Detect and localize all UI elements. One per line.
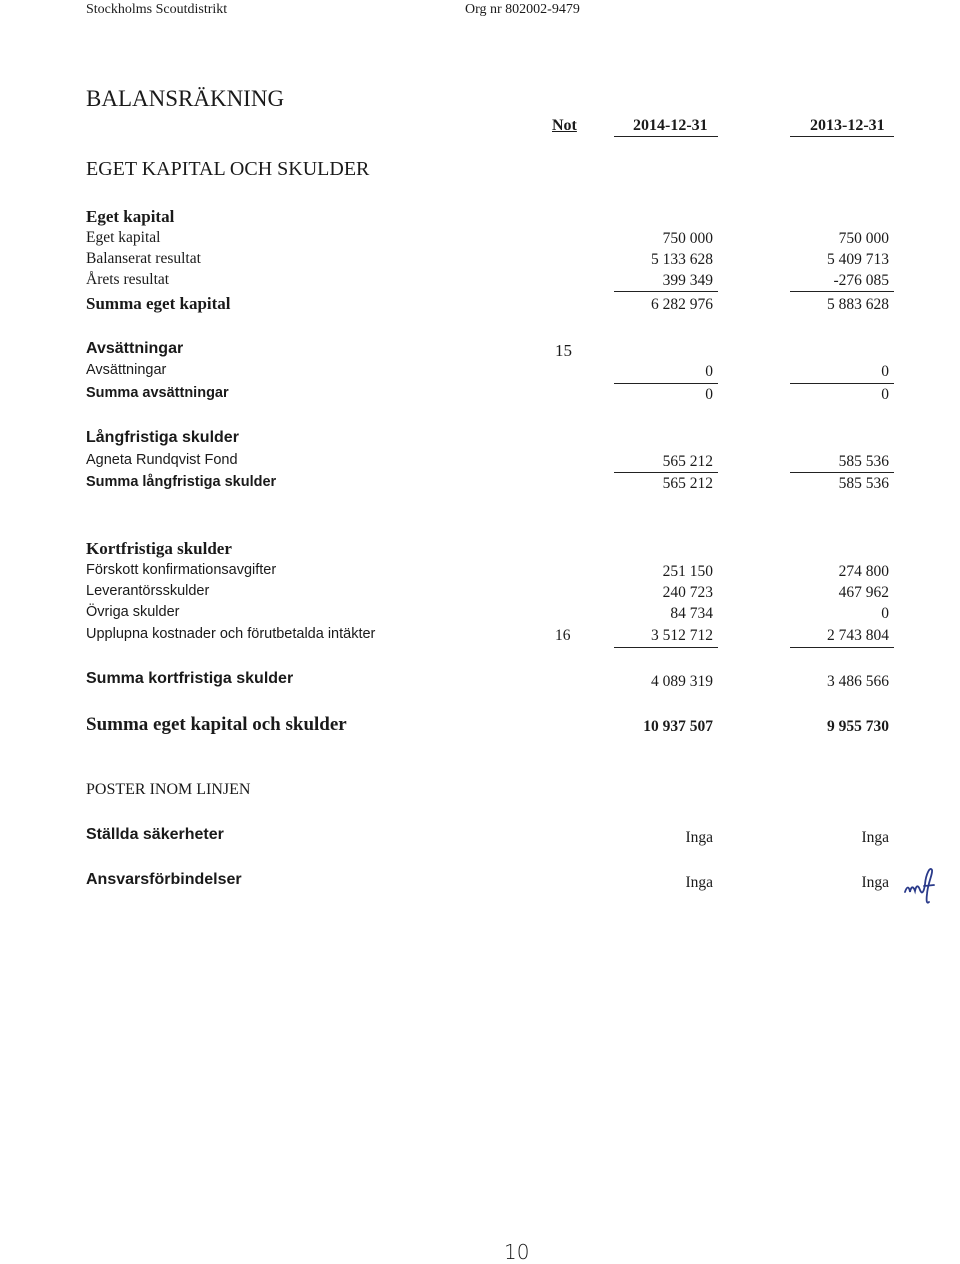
accrued-expenses-value-2014: 3 512 712 [651,627,713,644]
column-head-2013-underline [790,136,894,137]
column-head-2013: 2013-12-31 [810,117,885,134]
contingent-liabilities-value-2014: Inga [685,874,713,891]
equity-sum-rule-2013 [790,291,894,292]
accounts-payable-value-2014: 240 723 [662,584,713,601]
shortterm-sum-rule-2013 [790,647,894,648]
accounts-payable-value-2013: 467 962 [838,584,889,601]
provisions-row-label: Avsättningar [86,362,167,378]
accrued-expenses-value-2013: 2 743 804 [827,627,889,644]
provisions-row-value-2013: 0 [881,363,889,380]
off-balance-heading: POSTER INOM LINJEN [86,781,251,798]
org-number: Org nr 802002-9479 [465,2,580,17]
provisions-sum-rule-2013 [790,383,894,384]
shortterm-total-label: Summa kortfristiga skulder [86,670,294,687]
year-result-value-2013: -276 085 [833,272,889,289]
shortterm-total-value-2013: 3 486 566 [827,673,889,690]
longterm-total-value-2013: 585 536 [838,475,889,492]
shortterm-total-value-2014: 4 089 319 [651,673,713,690]
longterm-total-label: Summa långfristiga skulder [86,474,277,490]
column-head-2014: 2014-12-31 [633,117,708,134]
longterm-heading: Långfristiga skulder [86,429,239,446]
equity-total-label: Summa eget kapital [86,294,231,313]
longterm-sum-rule-2013 [790,472,894,473]
other-liabilities-value-2014: 84 734 [670,605,713,622]
grand-total-value-2014: 10 937 507 [643,718,713,735]
fund-row-value-2013: 585 536 [838,453,889,470]
provisions-total-label: Summa avsättningar [86,385,229,401]
provisions-total-value-2013: 0 [881,386,889,403]
provisions-total-value-2014: 0 [705,386,713,403]
column-head-2014-underline [614,136,718,137]
contingent-liabilities-value-2013: Inga [861,874,889,891]
confirmation-fees-label: Förskott konfirmationsavgifter [86,562,277,578]
organization-name: Stockholms Scoutdistrikt [86,2,228,17]
equity-total-value-2013: 5 883 628 [827,296,889,313]
page-number: 10 [504,1240,530,1264]
grand-total-label: Summa eget kapital och skulder [86,714,347,735]
equity-sum-rule-2014 [614,291,718,292]
provisions-heading: Avsättningar [86,340,184,357]
provisions-note: 15 [555,341,572,360]
year-result-value-2014: 399 349 [662,272,713,289]
grand-total-value-2013: 9 955 730 [827,718,889,735]
shortterm-heading: Kortfristiga skulder [86,539,232,558]
fund-row-value-2014: 565 212 [662,453,713,470]
section-title: EGET KAPITAL OCH SKULDER [86,158,370,180]
longterm-sum-rule-2014 [614,472,718,473]
equity-total-value-2014: 6 282 976 [651,296,713,313]
accrued-expenses-note: 16 [555,627,571,644]
confirmation-fees-value-2014: 251 150 [662,563,713,580]
handwritten-initials [903,862,939,906]
shortterm-sum-rule-2014 [614,647,718,648]
retained-earnings-label: Balanserat resultat [86,250,201,267]
retained-earnings-value-2013: 5 409 713 [827,251,889,268]
confirmation-fees-value-2013: 274 800 [838,563,889,580]
equity-row-label: Eget kapital [86,229,161,246]
accounts-payable-label: Leverantörsskulder [86,583,210,599]
other-liabilities-value-2013: 0 [881,605,889,622]
column-head-note: Not [552,117,577,134]
pledged-assets-label: Ställda säkerheter [86,826,224,843]
contingent-liabilities-label: Ansvarsförbindelser [86,871,242,888]
pledged-assets-value-2013: Inga [861,829,889,846]
equity-row-value-2014: 750 000 [662,230,713,247]
other-liabilities-label: Övriga skulder [86,604,180,620]
longterm-total-value-2014: 565 212 [662,475,713,492]
page-title: BALANSRÄKNING [86,86,285,111]
pledged-assets-value-2014: Inga [685,829,713,846]
provisions-row-value-2014: 0 [705,363,713,380]
accrued-expenses-label: Upplupna kostnader och förutbetalda intäkter [86,626,376,642]
year-result-label: Årets resultat [86,271,170,288]
retained-earnings-value-2014: 5 133 628 [651,251,713,268]
equity-row-value-2013: 750 000 [838,230,889,247]
equity-heading: Eget kapital [86,207,175,226]
fund-row-label: Agneta Rundqvist Fond [86,452,238,468]
provisions-sum-rule-2014 [614,383,718,384]
